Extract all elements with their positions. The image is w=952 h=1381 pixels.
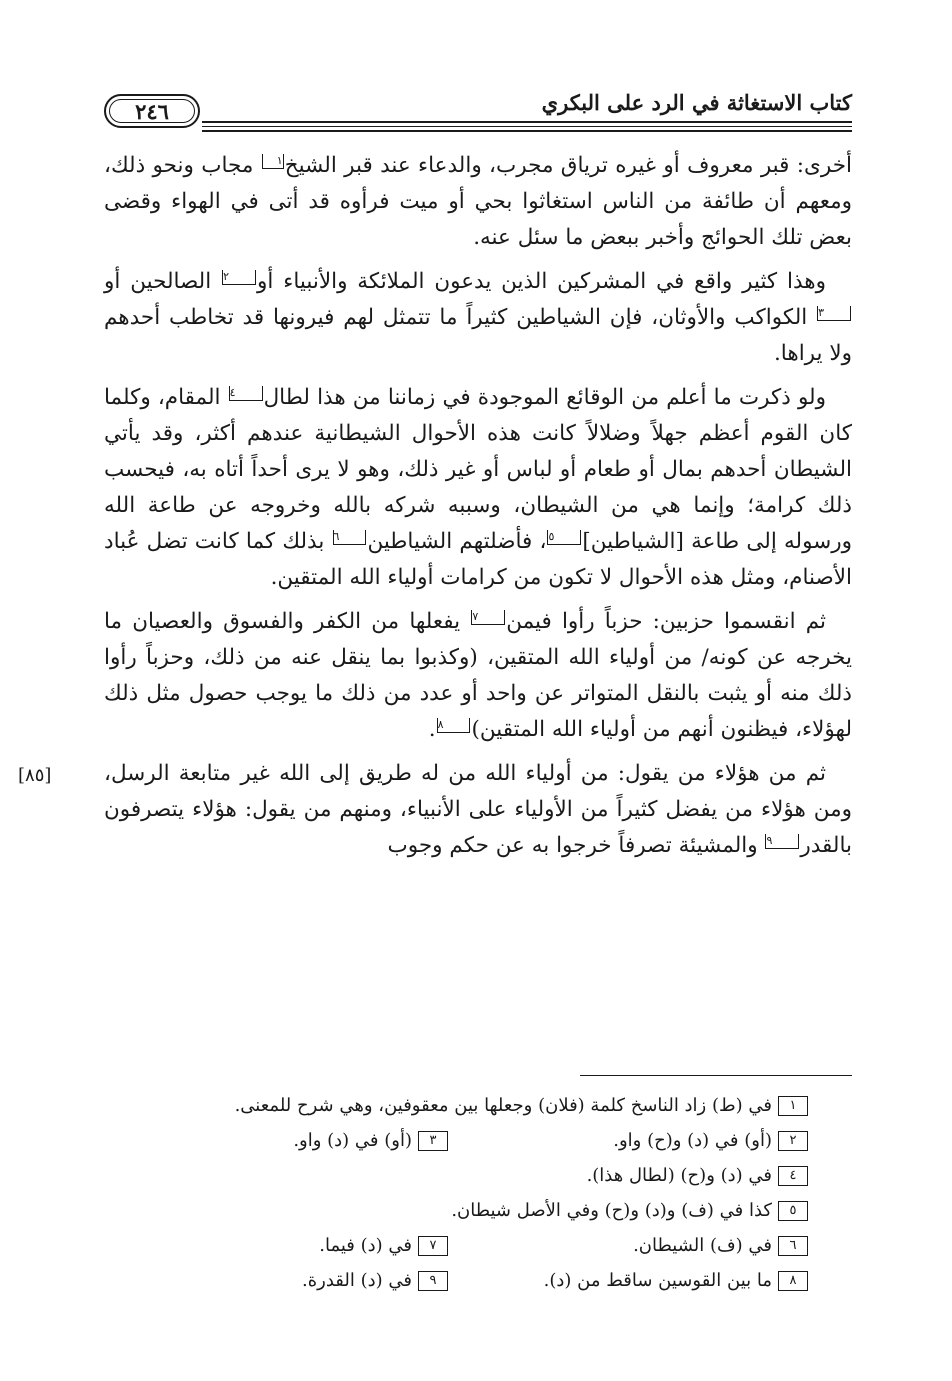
text-paragraph bbox=[104, 148, 852, 256]
footnote-item bbox=[587, 1165, 808, 1186]
page-number-badge bbox=[104, 94, 200, 128]
text-run: وهذا كثير واقع في المشركين الذين يدعون الملائكة والأنبياء أو bbox=[257, 269, 827, 294]
footnote-item bbox=[235, 1095, 808, 1116]
footnote-separator bbox=[580, 1075, 852, 1076]
footnote-item bbox=[302, 1270, 448, 1291]
footnote-ref: ١ bbox=[262, 154, 284, 169]
text-run: ولو ذكرت ما أعلم من الوقائع الموجودة في زماننا من هذا لطال bbox=[263, 385, 826, 410]
book-title: كتاب الاستغاثة في الرد على البكري bbox=[541, 90, 852, 115]
footnote-text: كذا في (ف) و(د) و(ح) وفي الأصل شيطان. bbox=[451, 1200, 772, 1221]
footnote-text: في (ف) الشيطان. bbox=[633, 1235, 772, 1256]
footnote-number: ١ bbox=[778, 1096, 808, 1116]
footnote-text: في (د) و(ح) (لطال هذا). bbox=[586, 1165, 772, 1186]
footnote-row bbox=[150, 1158, 808, 1193]
text-paragraph bbox=[104, 380, 852, 596]
header-rule bbox=[202, 130, 852, 132]
text-run: ثم انقسموا حزبين: حزباً رأوا فيمن bbox=[506, 609, 827, 634]
footnote-ref: ٢ bbox=[222, 270, 256, 285]
text-run: والمشيئة تصرفاً خرجوا به عن حكم وجوب bbox=[387, 833, 765, 858]
footnote-text: في (ط) زاد الناسخ كلمة (فلان) وجعلها بين معقوفين، وهي شرح للمعنى. bbox=[234, 1095, 772, 1116]
header-rule bbox=[202, 126, 852, 127]
footnote-number: ٢ bbox=[778, 1131, 808, 1151]
text-paragraph bbox=[104, 756, 852, 864]
footnote-number: ٤ bbox=[778, 1166, 808, 1186]
footnote-ref: ٨ bbox=[437, 718, 471, 733]
footnote-row bbox=[150, 1088, 808, 1123]
text-run: ثم من هؤلاء من يقول: من أولياء الله من له طريق إلى الله غير متابعة الرسل، ومن هؤلاء من يفضل كثيراً من الأولياء على الأنبياء، ومنهم من يقول: هؤلاء يتصرفون بالقدر bbox=[104, 761, 852, 858]
text-paragraph bbox=[104, 264, 852, 372]
text-run: . bbox=[428, 717, 436, 742]
page-header bbox=[104, 88, 852, 138]
footnote-text: ما بين القوسين ساقط من (د). bbox=[543, 1270, 772, 1291]
header-rule bbox=[202, 121, 852, 123]
footnote-ref: ٦ bbox=[333, 530, 367, 545]
footnote-item bbox=[451, 1200, 808, 1221]
footnote-number: ٦ bbox=[778, 1236, 808, 1256]
footnote-item bbox=[448, 1130, 808, 1151]
footnote-text: (أو) في (د) و(ح) واو. bbox=[613, 1130, 772, 1151]
footnote-row bbox=[150, 1193, 808, 1228]
text-run: الكواكب والأوثان، فإن الشياطين كثيراً ما تتمثل لهم فيرونها قد تخاطب أحدهم ولا يراها. bbox=[104, 305, 852, 366]
footnote-text: (أو) في (د) واو. bbox=[293, 1130, 412, 1151]
page-number: ٢٤٦ bbox=[135, 98, 169, 124]
footnote-number: ٧ bbox=[418, 1236, 448, 1256]
main-text bbox=[104, 148, 852, 872]
footnote-number: ٥ bbox=[778, 1201, 808, 1221]
footnote-item bbox=[448, 1235, 808, 1256]
manuscript-folio-marker: [٨٥] bbox=[18, 765, 52, 786]
footnote-ref: ٧ bbox=[471, 610, 505, 625]
footnote-ref: ٩ bbox=[765, 834, 799, 849]
text-run: المقام، وكلما كان القوم أعظم جهلاً وضلالاً كانت هذه الأحوال الشيطانية عندهم أكثر، وقد يأتي الشيطان أحدهم بمال أو طعام أو لباس أو غير ذلك، وهو لا يرى أحداً أتاه به، فيحسب ذلك كرامة؛ وإنما هي من الشيطان، وسببه شركه بالله وخروجه عن طاعة الله ورسوله إلى طاعة [الشياطين] bbox=[104, 385, 852, 554]
footnote-number: ٨ bbox=[778, 1271, 808, 1291]
text-run: ، فأضلتهم الشياطين bbox=[367, 529, 547, 554]
footnote-row bbox=[150, 1228, 808, 1263]
footnote-number: ٣ bbox=[418, 1131, 448, 1151]
footnote-ref: ٤ bbox=[229, 386, 263, 401]
footnote-ref: ٣ bbox=[817, 306, 851, 321]
text-run: أخرى: قبر معروف أو غيره ترياق مجرب، والدعاء عند قبر الشيخ bbox=[284, 153, 852, 178]
footnote-number: ٩ bbox=[418, 1271, 448, 1291]
text-run: الصالحين أو bbox=[104, 269, 222, 294]
text-run: بذلك كما كانت تضل عُباد الأصنام، ومثل هذه الأحوال لا تكون من كرامات أولياء الله المتقين. bbox=[104, 529, 852, 590]
footnotes bbox=[150, 1088, 808, 1298]
footnote-item bbox=[448, 1270, 808, 1291]
footnote-row bbox=[150, 1123, 808, 1158]
footnote-item bbox=[319, 1235, 448, 1256]
footnote-text: في (د) القدرة. bbox=[302, 1270, 412, 1291]
text-run: يفعلها من الكفر والفسوق والعصيان ما يخرجه عن كونه/ من أولياء الله المتقين، (وكذبوا بما ينقل عنه من ذلك، وحزباً رأوا ذلك منه أو يثبت بالنقل المتواتر عن واحد أو عدد من ذلك ما يوجب حصول مثل ذلك لهؤلاء، فيظنون أنهم من أولياء الله المتقين) bbox=[104, 609, 852, 742]
text-run: مجاب ونحو ذلك، ومعهم أن طائفة من الناس استغاثوا بحي أو ميت فرأوه قد أتى في الهواء وقضى بعض تلك الحوائج وأخبر ببعض ما سئل عنه. bbox=[104, 153, 852, 250]
footnote-item bbox=[293, 1130, 448, 1151]
footnote-text: في (د) فيما. bbox=[319, 1235, 412, 1256]
footnote-ref: ٥ bbox=[547, 530, 581, 545]
text-paragraph bbox=[104, 604, 852, 748]
footnote-row bbox=[150, 1263, 808, 1298]
